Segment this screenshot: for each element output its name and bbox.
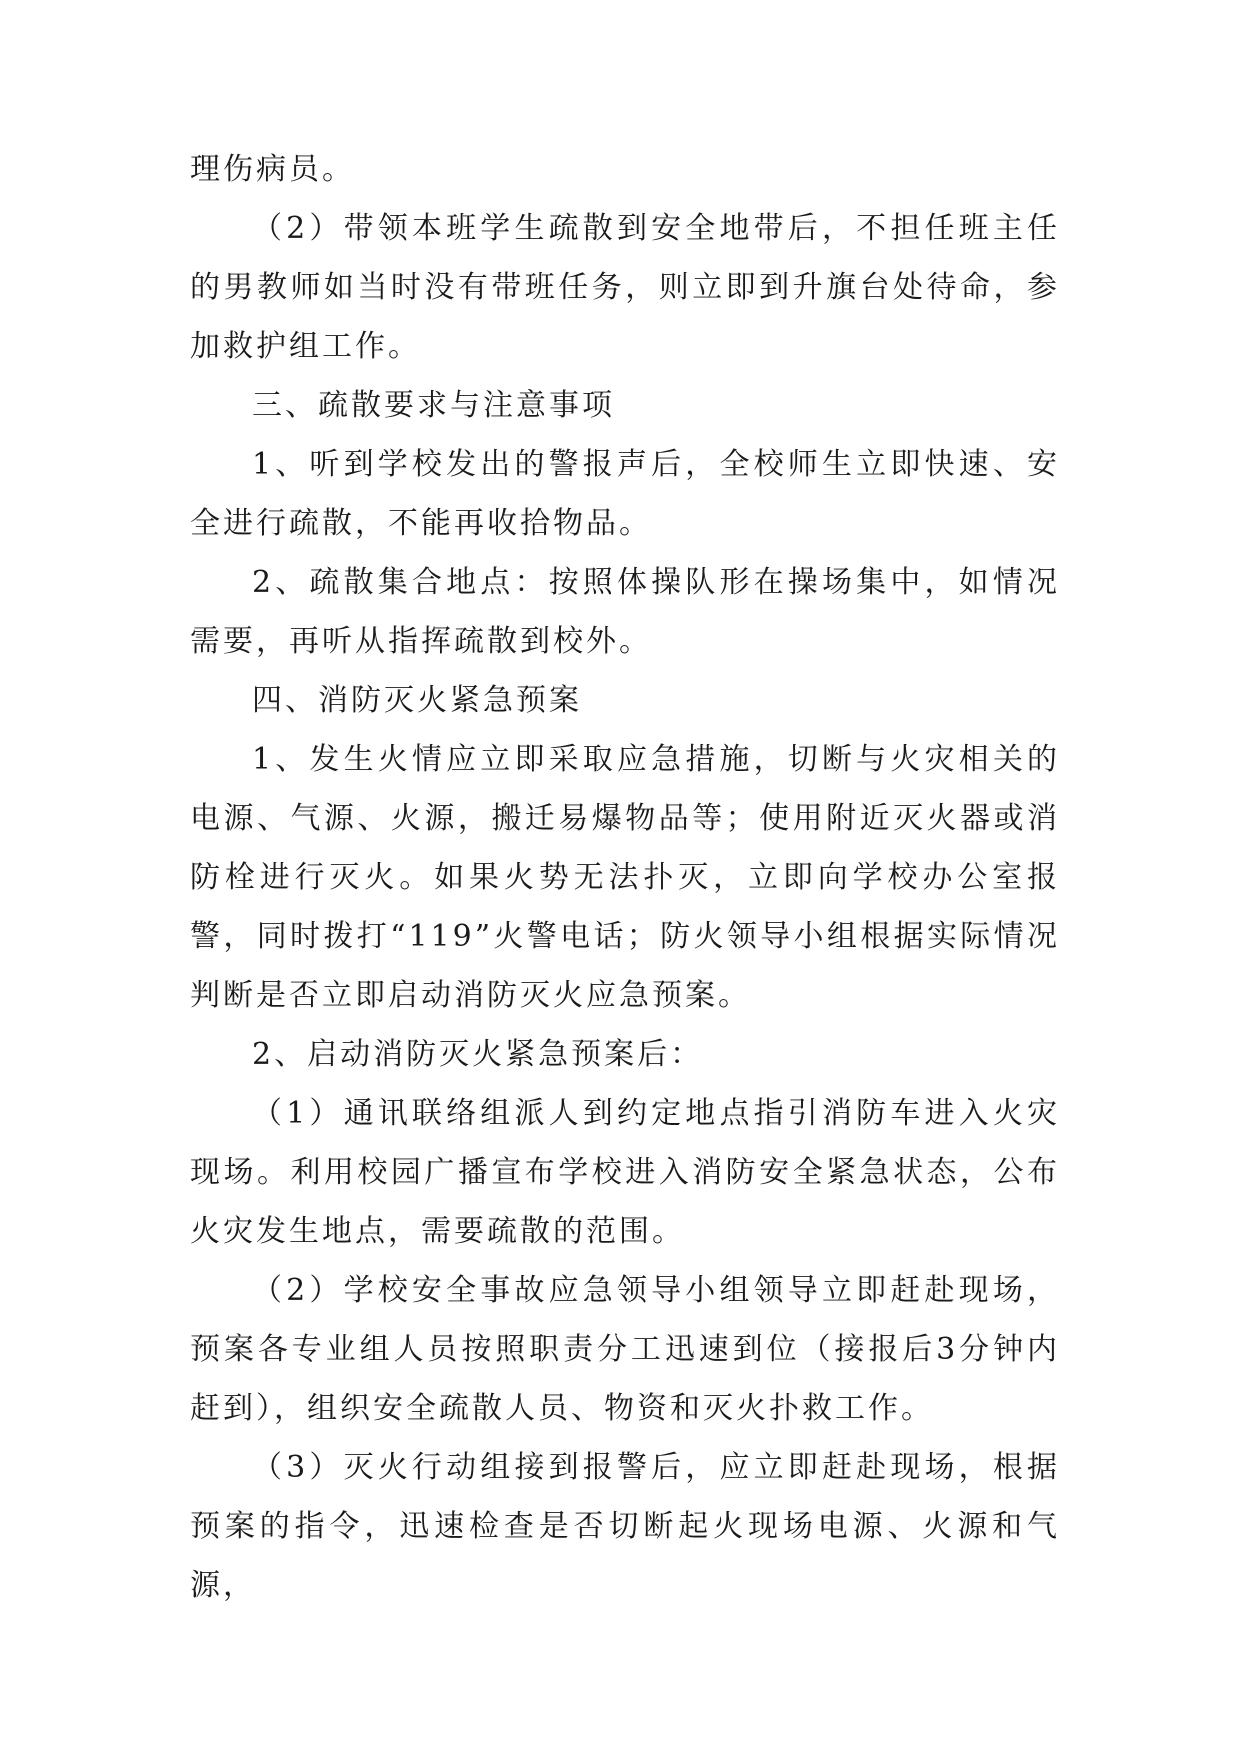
- paragraph-assembly-point: 2、疏散集合地点：按照体操队形在操场集中，如情况需要，再听从指挥疏散到校外。: [190, 565, 1060, 659]
- section-heading-evacuation-requirements: 三、疏散要求与注意事项: [252, 388, 615, 423]
- paragraph-communication-group: （1）通讯联络组派人到约定地点指引消防车进入火灾现场。利用校园广播宣布学校进入消防安全紧急状态，公布火灾发生地点，需要疏散的范围。: [190, 1096, 1060, 1249]
- section-heading-fire-emergency-plan: 四、消防灭火紧急预案: [252, 683, 582, 718]
- paragraph-alarm-evacuation: 1、听到学校发出的警报声后，全校师生立即快速、安全进行疏散，不能再收拾物品。: [190, 447, 1060, 541]
- paragraph-fire-response: 1、发生火情应立即采取应急措施，切断与火灾相关的电源、气源、火源，搬迁易爆物品等；使用附近灭火器或消防栓进行灭火。如果火势无法扑灭，立即向学校办公室报警，同时拨打“119”火警电话；防火领导小组根据实际情况判断是否立即启动消防灭火应急预案。: [190, 742, 1060, 1013]
- paragraph-leadership-group: （2）学校安全事故应急领导小组领导立即赶赴现场，预案各专业组人员按照职责分工迅速到位（接报后3分钟内赶到），组织安全疏散人员、物资和灭火扑救工作。: [190, 1273, 1060, 1426]
- paragraph-firefighting-group: （3）灭火行动组接到报警后，应立即赶赴现场，根据预案的指令，迅速检查是否切断起火现场电源、火源和气源，: [190, 1450, 1060, 1603]
- document-body: [190, 140, 1060, 1615]
- paragraph-continuation: 理伤病员。: [190, 152, 355, 187]
- paragraph-item-2-escort-class: （2）带领本班学生疏散到安全地带后，不担任班主任的男教师如当时没有带班任务，则立即到升旗台处待命，参加救护组工作。: [190, 211, 1060, 364]
- paragraph-after-plan-activation: 2、启动消防灭火紧急预案后：: [252, 1037, 704, 1072]
